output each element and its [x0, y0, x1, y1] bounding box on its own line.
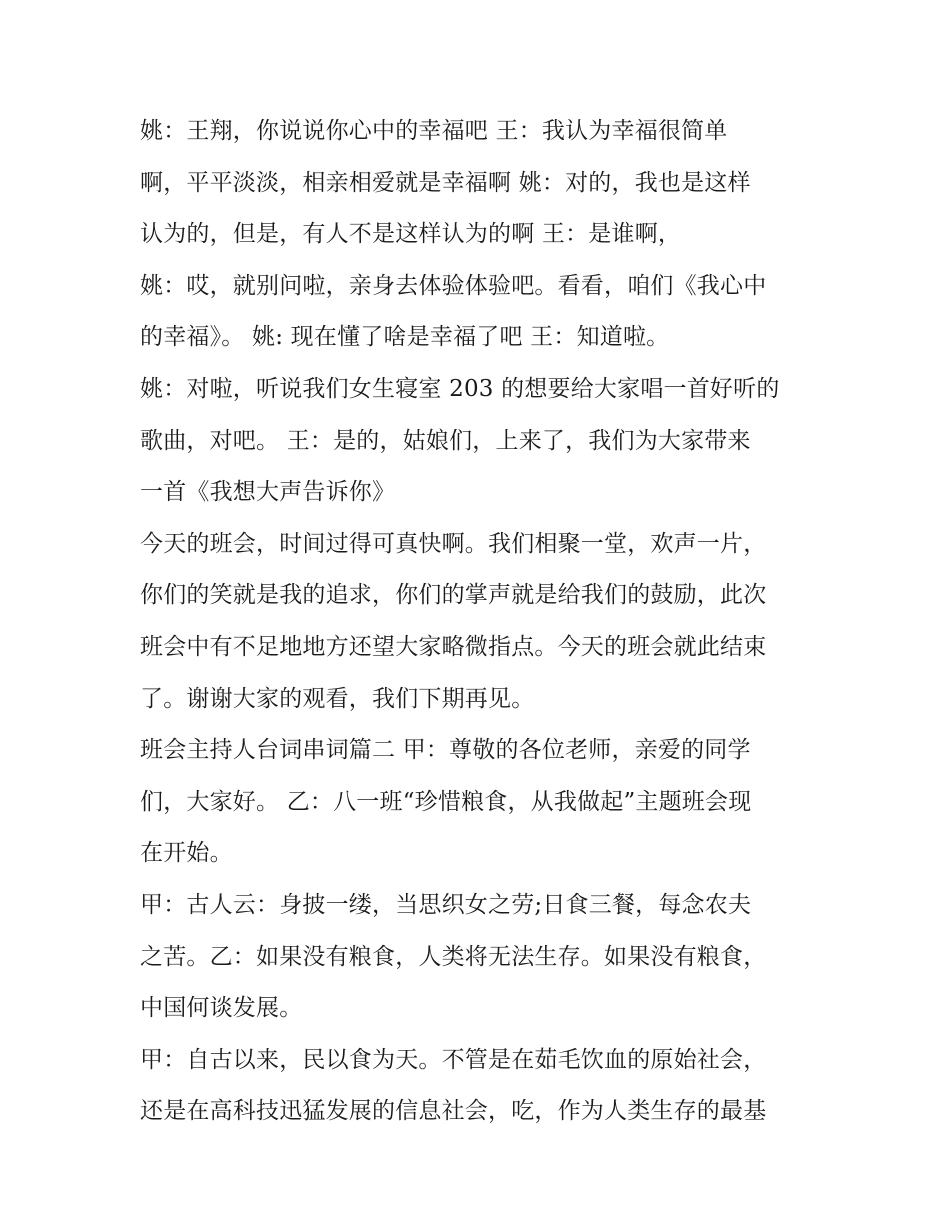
- text-line: 之苦。乙：如果没有粮食，人类将无法生存。如果没有粮食，: [140, 943, 767, 970]
- text-line: 甲：古人云：身披一缕，当思织女之劳;日食三餐，每念农夫: [140, 891, 752, 918]
- text-line: 中国何谈发展。: [140, 995, 303, 1022]
- text-line: 啊，平平淡淡，相亲相爱就是幸福啊 姚：对的，我也是这样: [140, 169, 751, 196]
- text-line: 们，大家好。 乙：八一班“珍惜粮食，从我做起”主题班会现: [140, 788, 752, 815]
- text-line: 的幸福》。 姚: 现在懂了啥是幸福了吧 王：知道啦。: [140, 324, 670, 351]
- text-line: 今天的班会，时间过得可真快啊。我们相聚一堂，欢声一片，: [140, 530, 767, 557]
- text-line: 姚：王翔，你说说你心中的幸福吧 王：我认为幸福很简单: [140, 118, 728, 144]
- text-line: 甲：自古以来，民以食为天。不管是在茹毛饮血的原始社会，: [140, 1046, 767, 1073]
- text-line: 认为的，但是，有人不是这样认为的啊 王：是谁啊，: [140, 221, 682, 248]
- text-line: 还是在高科技迅猛发展的信息社会，吃，作为人类生存的最基: [140, 1098, 767, 1125]
- document-body: [140, 106, 820, 1138]
- text-line: 你们的笑就是我的追求，你们的掌声就是给我们的鼓励，此次: [140, 582, 767, 609]
- text-line: 姚：对啦，听说我们女生寝室 203 的想要给大家唱一首好听的: [140, 375, 780, 402]
- text-line: 班会中有不足地地方还望大家略微指点。今天的班会就此结束: [140, 633, 767, 660]
- text-line: 姚：哎，就别问啦，亲身去体验体验吧。看看，咱们《我心中: [140, 272, 767, 299]
- text-line: 在开始。: [140, 840, 233, 867]
- text-line: 了。谢谢大家的观看，我们下期再见。: [140, 685, 535, 712]
- text-line: 歌曲，对吧。 王：是的，姑娘们，上来了，我们为大家带来: [140, 427, 751, 454]
- text-line: 一首《我想大声告诉你》: [140, 479, 396, 506]
- text-line: 班会主持人台词串词篇二 甲：尊敬的各位老师，亲爱的同学: [140, 737, 751, 764]
